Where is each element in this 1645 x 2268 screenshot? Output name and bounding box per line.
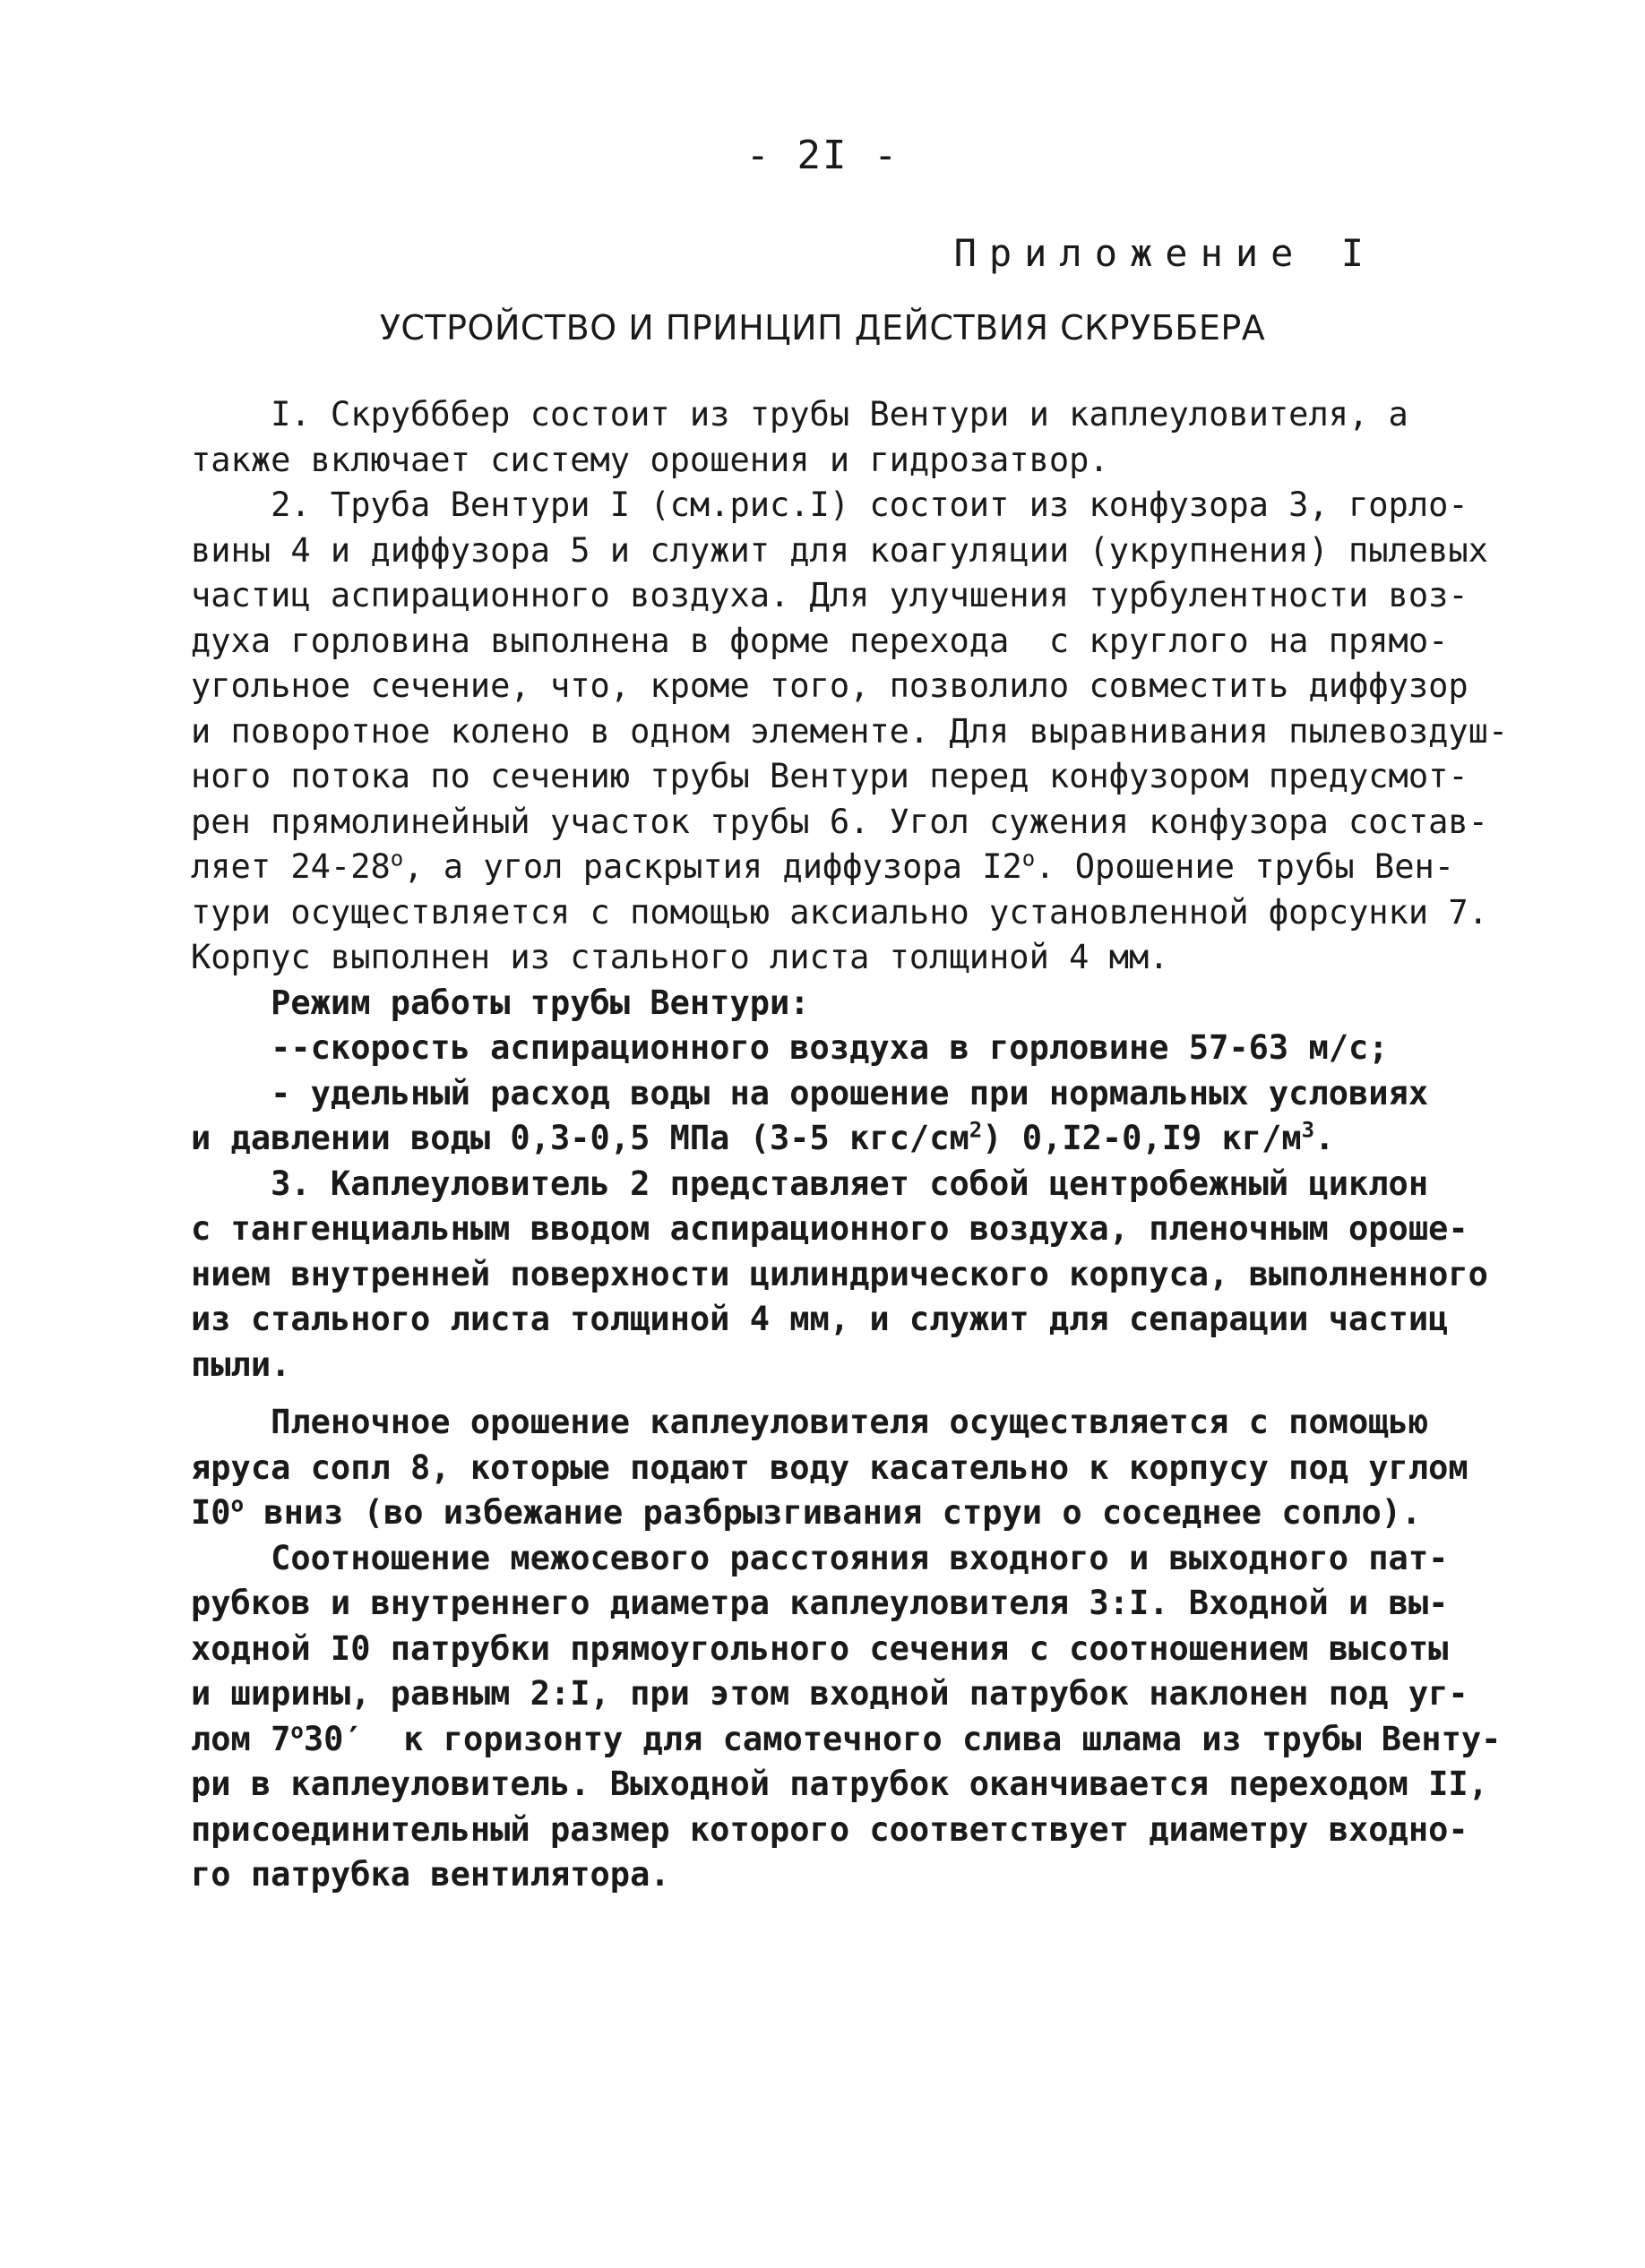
text-fragment: вниз (во избежание разбрызгивания струи о соседнее сопло). (244, 1493, 1422, 1532)
text-line: 3. Каплеуловитель 2 представляет собой центробежный циклон (191, 1164, 1429, 1203)
text-line: Корпус выполнен из стального листа толщиной 4 мм. (191, 938, 1169, 976)
document-body (191, 392, 1509, 1898)
text-fragment: , а угол раскрытия диффузора I2 (403, 847, 1022, 886)
text-line: рубков и внутреннего диаметра каплеуловителя 3:I. Входной и вы- (191, 1584, 1449, 1622)
text-line: I. Скрубббер состоит из трубы Вентури и каплеуловителя, а (191, 395, 1408, 434)
text-line: Режим работы трубы Вентури: (191, 983, 810, 1022)
superscript: о (230, 1491, 245, 1517)
text-fragment: I0 (191, 1493, 231, 1532)
text-line: рен прямолинейный участок трубы 6. Угол сужения конфузора состав- (191, 802, 1488, 841)
text-line: присоединительный размер которого соответствует диаметру входно- (191, 1809, 1468, 1849)
text-line: ри в каплеуловитель. Выходной патрубок оканчивается переходом II, (191, 1765, 1488, 1803)
text-fragment: ) 0,I2-0,I9 кг/м (982, 1119, 1302, 1157)
text-line: с тангенциальным вводом аспирационного воздуха, пленочным ороше- (191, 1209, 1468, 1248)
text-line: - удельный расход воды на орошение при нормальных условиях (191, 1073, 1429, 1113)
superscript: о (290, 1718, 304, 1744)
text-line: --скорость аспирационного воздуха в горловине 57-63 м/с; (191, 1028, 1389, 1067)
superscript: о (390, 846, 404, 872)
paragraph-5 (191, 1400, 1468, 1536)
text-fragment: . Орошение трубы Вен- (1035, 847, 1455, 886)
text-line-down (191, 1491, 1422, 1536)
text-line: пыли. (191, 1344, 291, 1384)
text-fragment: и давлении воды 0,3-0,5 МПа (3-5 кгс/см (191, 1119, 969, 1157)
text-line: Соотношение межосевого расстояния входного и выходного пат- (191, 1538, 1449, 1577)
text-line-angles (191, 845, 1455, 890)
text-line: и поворотное колено в одном элементе. Для выравнивания пылевоздуш- (191, 711, 1509, 751)
text-line: угольное сечение, что, кроме того, позволило совместить диффузор (191, 666, 1468, 705)
superscript: 3 (1301, 1117, 1315, 1143)
text-fragment: 30′ к горизонту для самотечного слива шлама из трубы Венту- (303, 1719, 1502, 1758)
appendix-label: Приложение I (953, 231, 1376, 275)
text-line: из стального листа толщиной 4 мм, и служит для сепарации частиц (191, 1300, 1449, 1338)
text-line: вины 4 и диффузора 5 и служит для коагуляции (укрупнения) пылевых (191, 530, 1488, 570)
text-fragment: лом 7 (191, 1719, 291, 1758)
text-line: и ширины, равным 2:I, при этом входной патрубок наклонен под уг- (191, 1674, 1468, 1713)
paragraph-gap (191, 1387, 1409, 1400)
paragraph-6 (191, 1536, 1502, 1898)
page-number: - 2I - (745, 133, 900, 178)
text-line: яруса сопл 8, которые подают воду касательно к корпусу под углом (191, 1448, 1468, 1487)
text-line: духа горловина выполнена в форме перехода с круглого на прямо- (191, 621, 1449, 660)
paragraph-2 (191, 483, 1509, 981)
text-line: 2. Труба Вентури I (см.рис.I) состоит из конфузора 3, горло- (191, 485, 1468, 524)
text-line: частиц аспирационного воздуха. Для улучшения турбулентности воз- (191, 576, 1468, 614)
text-line: ходной I0 патрубки прямоугольного сечения с соотношением высоты (191, 1628, 1449, 1668)
paragraph-3 (191, 981, 1429, 1162)
text-fragment: . (1314, 1119, 1335, 1157)
text-line: Пленочное орошение каплеуловителя осуществляется с помощью (191, 1403, 1429, 1441)
text-fragment: ляет 24-28 (191, 847, 391, 886)
text-line: тури осуществляется с помощью аксиально установленной форсунки 7. (191, 892, 1488, 932)
paragraph-1 (191, 392, 1409, 483)
text-line: ного потока по сечению трубы Вентури перед конфузором предусмот- (191, 757, 1468, 795)
text-line-pressure (191, 1116, 1409, 1162)
text-line: го патрубка вентилятора. (191, 1855, 670, 1894)
superscript: о (1021, 846, 1036, 872)
section-title: УСТРОЙСТВО И ПРИНЦИП ДЕЙСТВИЯ СКРУББЕРА (379, 308, 1266, 348)
text-line: также включает систему орошения и гидрозатвор. (191, 440, 1109, 479)
paragraph-4 (191, 1162, 1488, 1388)
superscript: 2 (969, 1117, 983, 1143)
text-line-tilt (191, 1717, 1502, 1763)
text-line: нием внутренней поверхности цилиндрического корпуса, выполненного (191, 1254, 1488, 1293)
